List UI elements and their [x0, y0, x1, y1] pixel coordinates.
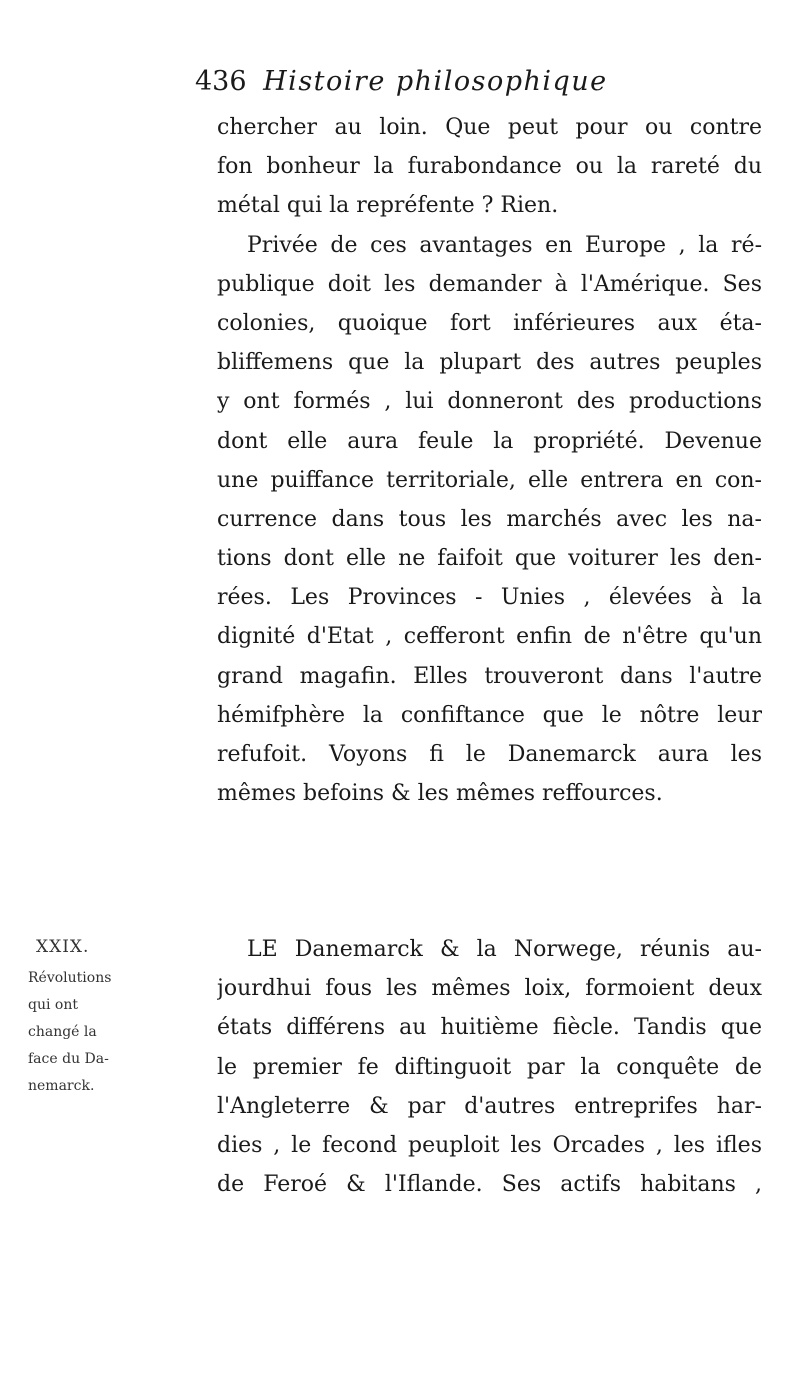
text-line: hémifphère la confiftance que le nôtre leur [217, 702, 762, 728]
section-number: XXIX. [36, 937, 90, 957]
text-line: états différens au huitième fiècle. Tandis que [217, 1015, 762, 1041]
paragraph-2 [217, 226, 762, 814]
text-line: grand magafin. Elles trouveront dans l'autre [217, 663, 762, 689]
text-block-bottom [217, 930, 762, 1204]
text-line: colonies, quoique fort inférieures aux éta- [217, 310, 762, 336]
text-block-top [217, 108, 762, 813]
text-line: rées. Les Provinces - Unies , élevées à la [217, 585, 762, 611]
text-line: currence dans tous les marchés avec les na- [217, 506, 762, 532]
text-line: dies , le fecond peuploit les Orcades , les ifles [217, 1132, 762, 1158]
running-head [195, 62, 755, 102]
text-line: dont elle aura feule la propriété. Devenue [217, 428, 762, 454]
text-line: de Feroé & l'Iflande. Ses actifs habitans , [217, 1172, 762, 1198]
paragraph-1 [217, 108, 762, 226]
text-line: publique doit les demander à l'Amérique. Ses [217, 271, 762, 297]
text-line: l'Angleterre & par d'autres entreprifes har- [217, 1093, 762, 1119]
text-line: le premier fe diftinguoit par la conquête de [217, 1054, 762, 1080]
margin-note-line: nemarck. [28, 1078, 95, 1094]
margin-note-line: changé la [28, 1024, 97, 1040]
text-line: mêmes befoins & les mêmes reffources. [217, 781, 663, 807]
page-number: 436 [195, 66, 247, 97]
text-line: métal qui la repréfente ? Rien. [217, 193, 559, 219]
text-line: jourdhui fous les mêmes loix, formoient deux [217, 976, 762, 1002]
text-line: LE Danemarck & la Norwege, réunis au- [247, 937, 762, 962]
text-line: refufoit. Voyons fi le Danemarck aura les [217, 742, 762, 767]
margin-note-line: qui ont [28, 997, 78, 1013]
text-line: bliffemens que la plupart des autres peuples [217, 350, 762, 376]
text-line: dignité d'Etat , cefferont enfin de n'être qu'un [217, 624, 762, 650]
text-line: fon bonheur la furabondance ou la rareté du [217, 154, 762, 180]
text-line: une puiffance territoriale, elle entrera en con- [217, 467, 762, 493]
margin-note-line: Révolutions [28, 970, 112, 986]
paragraph-3 [217, 930, 762, 1204]
text-line: chercher au loin. Que peut pour ou contre [217, 115, 762, 140]
text-line: Privée de ces avantages en Europe , la ré- [247, 232, 762, 258]
running-title: Histoire philosophique [263, 66, 608, 97]
text-line: tions dont elle ne faifoit que voiturer les den- [217, 546, 762, 572]
margin-note [28, 934, 178, 1100]
text-line: y ont formés , lui donneront des productions [217, 389, 762, 415]
margin-note-line: face du Da- [28, 1051, 109, 1067]
